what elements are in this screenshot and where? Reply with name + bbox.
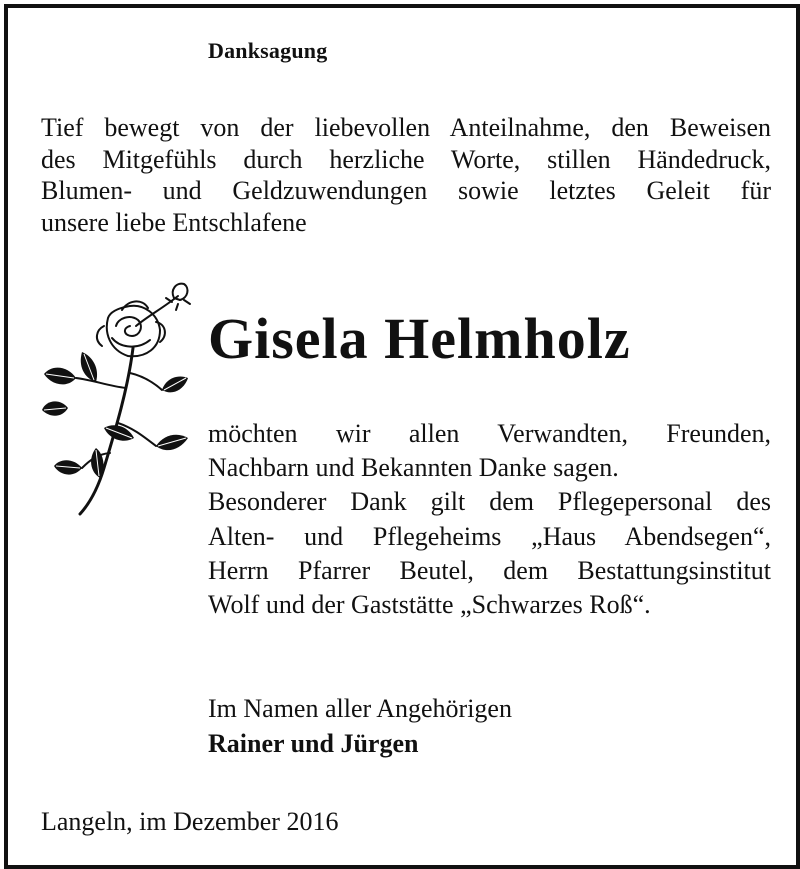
intro-line: unsere liebe Entschlafene <box>41 207 307 237</box>
rose-icon <box>38 278 203 518</box>
signers: Rainer und Jürgen <box>208 729 419 758</box>
thanks-line: Wolf und der Gaststätte „Schwarzes Roß“. <box>208 590 651 620</box>
deceased-name: Gisela Helmholz <box>208 306 631 371</box>
obituary-notice-frame <box>4 4 800 869</box>
thanks-line: Besonderer Dank gilt dem Pflegepersonal des <box>208 487 771 517</box>
thanks-line: Nachbarn und Bekannten Danke sagen. <box>208 453 619 483</box>
closing-block <box>208 691 512 761</box>
notice-heading: Danksagung <box>208 38 328 63</box>
thanks-line: Alten- und Pflegeheims „Haus Abendsegen“, <box>208 521 771 551</box>
closing-line: Im Namen aller Angehörigen <box>208 694 512 723</box>
intro-line: Tief bewegt von der liebevollen Anteilnahme, den Beweisen <box>41 113 771 142</box>
place-date: Langeln, im Dezember 2016 <box>41 807 339 836</box>
intro-line: Blumen- und Geldzuwendungen sowie letztes Geleit für <box>41 176 771 205</box>
intro-line: des Mitgefühls durch herzliche Worte, stillen Händedruck, <box>41 144 771 174</box>
intro-paragraph <box>41 112 771 238</box>
thanks-line: Herrn Pfarrer Beutel, dem Bestattungsinstitut <box>208 555 771 585</box>
thanks-paragraph <box>208 417 771 622</box>
thanks-line: möchten wir allen Verwandten, Freunden, <box>208 419 771 448</box>
